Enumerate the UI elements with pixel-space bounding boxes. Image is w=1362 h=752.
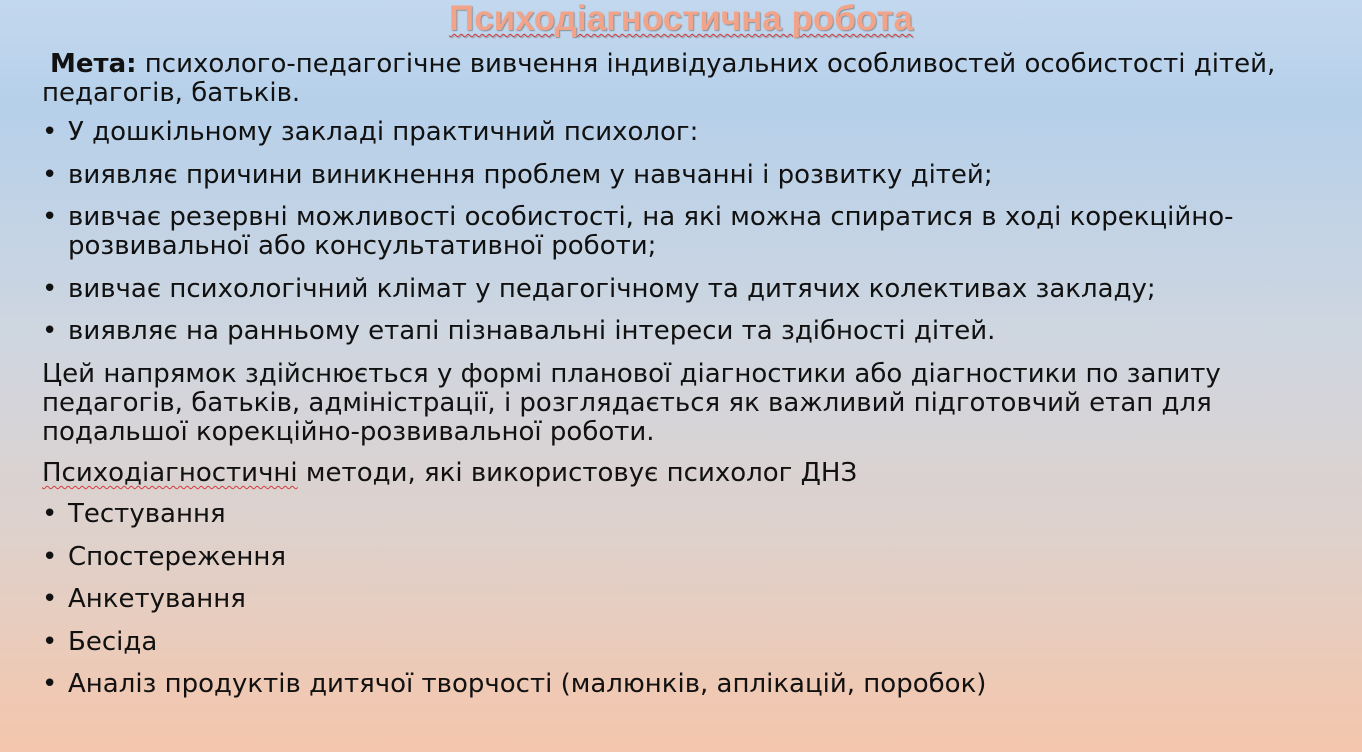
- bullet-icon: •: [42, 273, 58, 304]
- bullet-icon: •: [42, 584, 58, 615]
- bullet-icon: •: [42, 498, 58, 529]
- bullet-icon: •: [42, 316, 58, 347]
- methods-list: [42, 500, 1342, 699]
- list-item: • виявляє на ранньому етапі пізнавальні інтереси та здібності дітей.: [42, 316, 996, 347]
- note-paragraph: Цей напрямок здійснюється у формі планової діагностики або діагностики по запиту педагогів, батьків, адміністрації, і розглядається як важливий підготовчий етап для подальшої корекційно-розвивальної роботи.: [42, 358, 1221, 447]
- goal-text: психолого-педагогічне вивчення індивідуальних особливостей особистості дітей, педагогів, батьків.: [42, 49, 1276, 108]
- duties-list: [42, 118, 1342, 346]
- bullet-icon: •: [42, 541, 58, 572]
- list-item: • вивчає психологічний клімат у педагогічному та дитячих колективах закладу;: [42, 273, 1156, 304]
- methods-heading-rest: методи, які використовує психолог ДНЗ: [297, 457, 858, 488]
- bullet-icon: •: [42, 159, 58, 190]
- list-item: • виявляє причини виникнення проблем у навчанні і розвитку дітей;: [42, 159, 993, 190]
- methods-heading: [42, 459, 1342, 488]
- slide-title: Психодіагностична робота: [449, 0, 913, 38]
- goal-label: Мета:: [50, 49, 137, 79]
- list-item: • Анкетування: [42, 584, 246, 615]
- bullet-icon: •: [42, 626, 58, 657]
- bullet-icon: •: [42, 202, 58, 233]
- list-item: • Спостереження: [42, 541, 287, 572]
- methods-heading-word: Психодіагностичні: [42, 457, 298, 488]
- slide-body: [42, 50, 1342, 713]
- list-item: • Аналіз продуктів дитячої творчості (малюнків, аплікацій, поробок): [42, 669, 987, 700]
- bullet-icon: •: [42, 669, 58, 700]
- goal-paragraph: [42, 50, 1342, 108]
- list-item: • У дошкільному закладі практичний психолог:: [42, 117, 699, 147]
- list-item: • вивчає резервні можливості особистості, на які можна спиратися в ході корекційно-розвивальної або консультативної роботи;: [42, 202, 1234, 262]
- bullet-icon: •: [42, 117, 58, 147]
- list-item: • Бесіда: [42, 626, 158, 657]
- list-item: • Тестування: [42, 498, 226, 529]
